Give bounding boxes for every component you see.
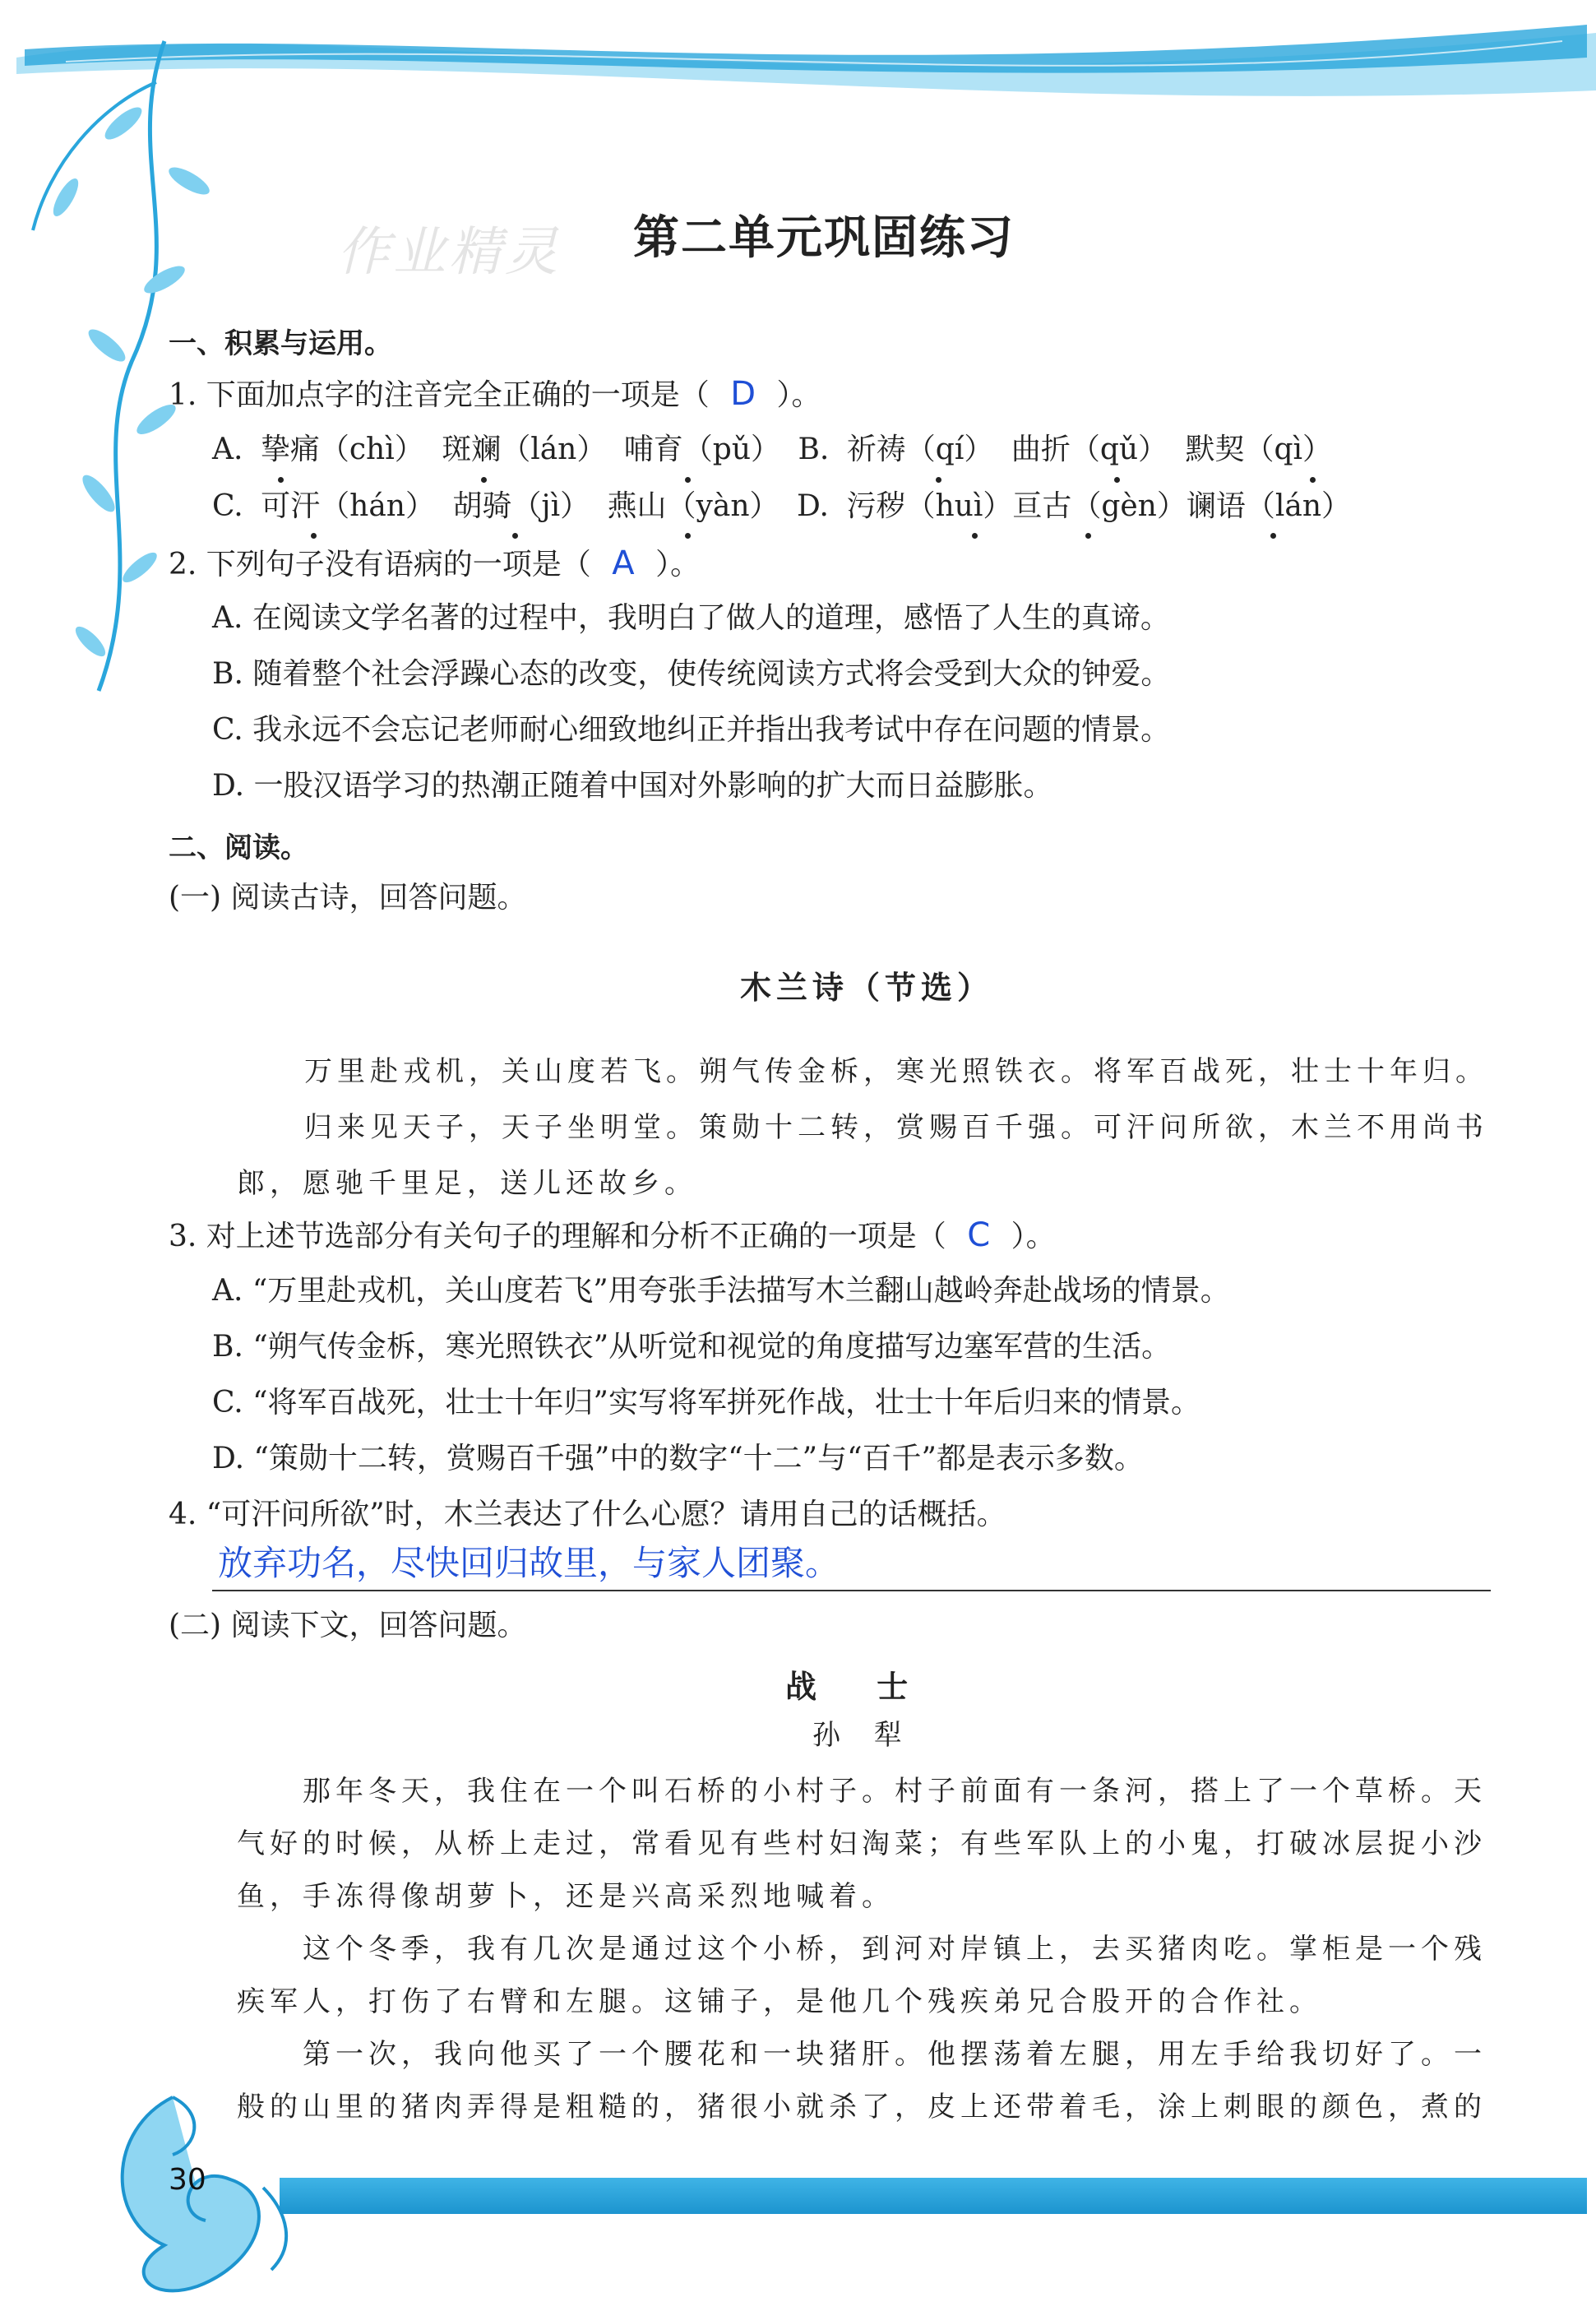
poem-line: 归来见天子，天子坐明堂。策勋十二转，赏赐百千强。可汗问所欲，木兰不用尚书 — [304, 1111, 1488, 1144]
section-heading-1: 一、积累与运用。 — [169, 327, 392, 360]
question-2-option-c: C. 我永远不会忘记老师耐心细致地纠正并指出我考试中存在问题的情景。 — [212, 713, 1171, 747]
story-author: 孙 犁 — [812, 1719, 902, 1752]
emphasis-dot — [685, 533, 691, 539]
question-2-answer: A — [612, 544, 635, 582]
footer-bar — [280, 2178, 1587, 2214]
story-line: 鱼，手冻得像胡萝卜，还是兴高采烈地喊着。 — [237, 1880, 895, 1913]
question-3-stem: 3. 对上述节选部分有关句子的理解和分析不正确的一项是（ — [169, 1220, 946, 1253]
poem-line: 郎，愿驰千里足，送儿还故乡。 — [237, 1167, 697, 1200]
emphasis-dot — [1310, 477, 1316, 483]
emphasis-dot — [1114, 477, 1120, 483]
question-3-answer: C — [967, 1216, 991, 1254]
question-2-option-d: D. 一股汉语学习的热潮正随着中国对外影响的扩大而日益膨胀。 — [212, 769, 1053, 803]
emphasis-dot — [512, 533, 518, 539]
story-title: 战 士 — [785, 1668, 909, 1705]
question-3-option-b: B. “朔气传金柝，寒光照铁衣”从听觉和视觉的角度描写边塞军营的生活。 — [212, 1330, 1172, 1364]
question-2-option-a: A. 在阅读文学名著的过程中，我明白了做人的道理，感悟了人生的真谛。 — [212, 601, 1170, 635]
reading-part-1-label: (一) 阅读古诗，回答问题。 — [169, 881, 527, 915]
question-2-end: ）。 — [655, 548, 701, 581]
watermark: 作业精灵 — [337, 222, 561, 283]
vine-decoration — [0, 33, 214, 707]
question-2 — [169, 544, 700, 585]
page-number: 30 — [169, 2163, 206, 2197]
emphasis-dot — [936, 477, 941, 483]
answer-line — [212, 1590, 1491, 1591]
section-heading-2: 二、阅读。 — [169, 831, 308, 864]
question-3-end: ）。 — [1011, 1220, 1056, 1253]
question-1-stem: 1. 下面加点字的注音完全正确的一项是（ — [169, 378, 710, 412]
story-line: 这个冬季，我有几次是通过这个小桥，到河对岸镇上，去买猪肉吃。掌柜是一个残 — [303, 1933, 1487, 1966]
question-2-option-b: B. 随着整个社会浮躁心态的改变，使传统阅读方式将会受到大众的钟爱。 — [212, 657, 1171, 691]
emphasis-dot — [1085, 533, 1091, 539]
emphasis-dot — [685, 477, 691, 483]
emphasis-dot — [972, 533, 978, 539]
story-line: 般的山里的猪肉弄得是粗糙的，猪很小就杀了，皮上还带着毛，涂上刺眼的颜色，煮的 — [237, 2091, 1487, 2123]
top-banner — [0, 0, 1596, 115]
question-1-options-row-2: C. 可汗（hán） 胡骑（jì） 燕山（yàn） D. 污秽（huì）亘古（gèn）谰语（lán） — [212, 489, 1352, 523]
question-2-stem: 2. 下列句子没有语病的一项是（ — [169, 548, 591, 581]
story-line: 第一次，我向他买了一个腰花和一块猪肝。他摆荡着左腿，用左手给我切好了。一 — [303, 2038, 1487, 2071]
question-4: 4. “可汗问所欲”时，木兰表达了什么心愿？请用自己的话概括。 — [169, 1498, 1006, 1531]
question-1 — [169, 374, 821, 415]
question-3 — [169, 1216, 1056, 1257]
emphasis-dot — [278, 477, 284, 483]
question-1-options-row-1: A. 挚痛（chì） 斑斓（lán） 哺育（pǔ） B. 祈祷（qí） 曲折（qǔ） 默契（qì） — [212, 433, 1333, 466]
story-line: 气好的时候，从桥上走过，常看见有些村妇淘菜；有些军队上的小鬼，打破冰层捉小沙 — [237, 1827, 1487, 1860]
poem-line: 万里赴戎机，关山度若飞。朔气传金柝，寒光照铁衣。将军百战死，壮士十年归。 — [304, 1055, 1488, 1088]
poem-title: 木兰诗（节选） — [740, 969, 994, 1006]
emphasis-dot — [481, 477, 487, 483]
emphasis-dot — [1270, 533, 1276, 539]
question-3-option-d: D. “策勋十二转，赏赐百千强”中的数字“十二”与“百千”都是表示多数。 — [212, 1442, 1144, 1475]
question-1-answer: D — [730, 375, 756, 413]
reading-part-2-label: (二) 阅读下文，回答问题。 — [169, 1609, 527, 1642]
story-line: 疾军人，打伤了右臂和左腿。这铺子，是他几个残疾弟兄合股开的合作社。 — [237, 1985, 1322, 2018]
page-title: 第二单元巩固练习 — [633, 211, 1015, 265]
question-3-option-a: A. “万里赴戎机，关山度若飞”用夸张手法描写木兰翻山越岭奔赴战场的情景。 — [212, 1274, 1230, 1308]
emphasis-dot — [311, 533, 317, 539]
question-4-answer: 放弃功名，尽快回归故里，与家人团聚。 — [218, 1543, 840, 1583]
question-1-end: ）。 — [776, 378, 821, 412]
story-line: 那年冬天，我住在一个叫石桥的小村子。村子前面有一条河，搭上了一个草桥。天 — [303, 1775, 1487, 1808]
question-3-option-c: C. “将军百战死，壮士十年归”实写将军拼死作战，壮士十年后归来的情景。 — [212, 1386, 1200, 1419]
